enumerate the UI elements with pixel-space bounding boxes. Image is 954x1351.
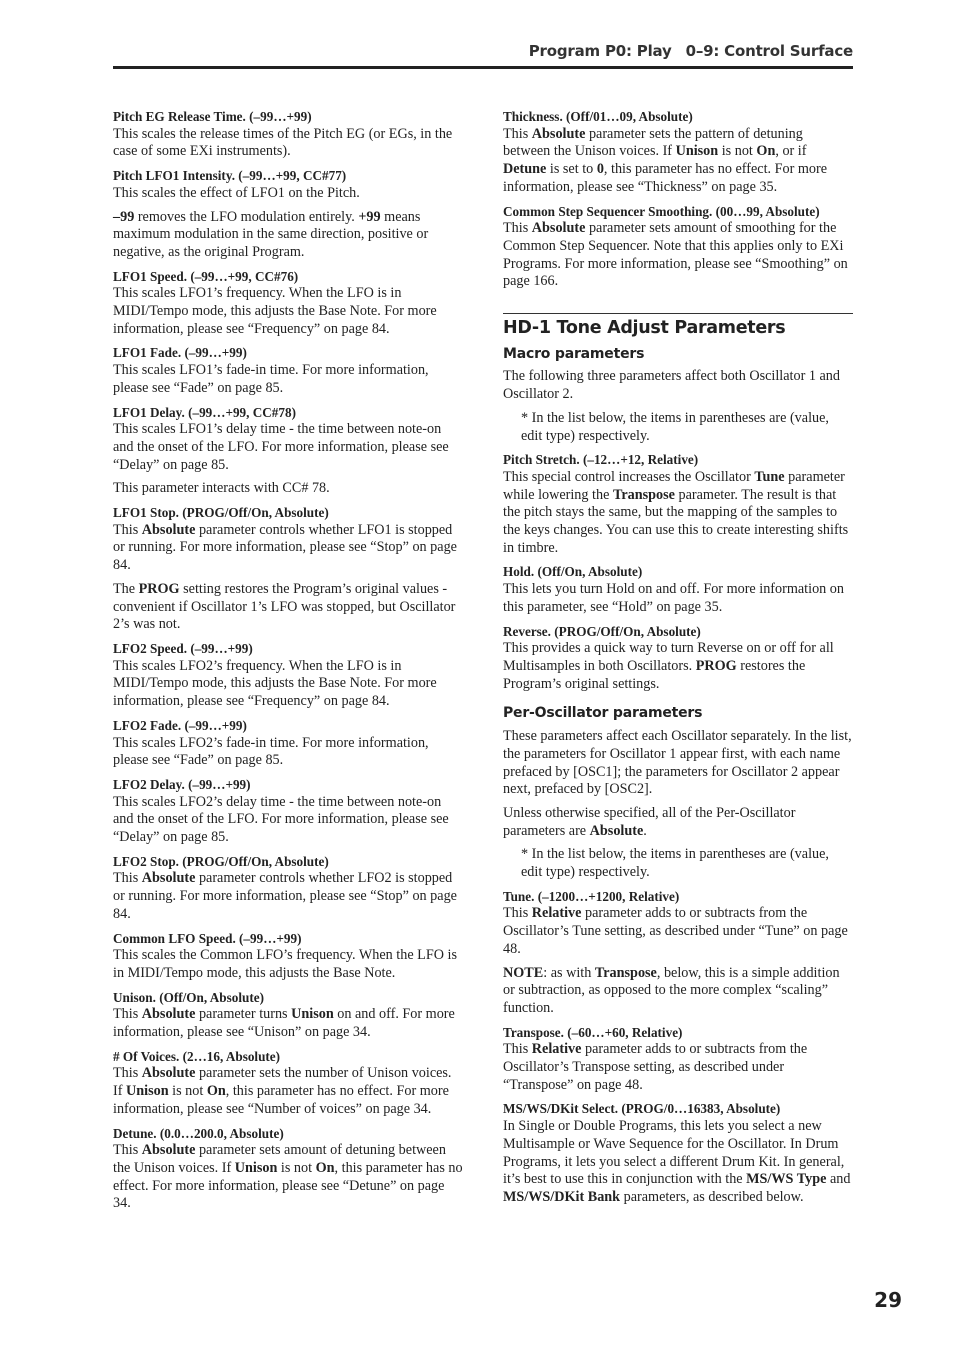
param-title: Pitch Stretch. (–12…+12, Relative) (503, 452, 699, 468)
text-run: parameters, as described below. (620, 1188, 804, 1205)
bold-term: On (315, 1159, 335, 1176)
text-run: : as with (543, 964, 595, 981)
param-title: Pitch EG Release Time. (–99…+99) (113, 109, 312, 124)
text-run: is not (718, 143, 757, 160)
param-name: Reverse (503, 623, 548, 639)
text-run: is set to (546, 161, 597, 178)
text-run: parameter sets the pattern of detuning between the Unison voices. If (503, 125, 803, 160)
param-name: Transpose (503, 1024, 561, 1040)
param-name: LFO1 Stop (113, 505, 176, 521)
param-name: LFO2 Delay (113, 776, 182, 792)
param-detune (113, 1125, 463, 1214)
tune-note (503, 965, 853, 1018)
param-desc: This scales LFO1’s fade-in time. For more information, please see “Fade” on page 85. (113, 362, 429, 396)
header-rule (113, 66, 853, 69)
param-name: Common LFO Speed (113, 930, 233, 946)
param-pitch-lfo1-intensity (113, 167, 463, 202)
param-range: (–99…+99) (190, 640, 253, 656)
param-desc: This scales the effect of LFO1 on the Pitch. (113, 184, 360, 201)
text-run: and (826, 1171, 851, 1188)
bold-term: NOTE (503, 964, 544, 981)
param-desc: This scales LFO2’s fade-in time. For more information, please see “Fade” on page 85. (113, 734, 429, 769)
param-desc: This scales the release times of the Pitch EG (or EGs, in the case of some EXi instruments). (113, 125, 453, 160)
param-lfo2-delay (113, 776, 463, 847)
param-title: LFO2 Speed. (–99…+99) (113, 640, 253, 656)
param-of-voices (113, 1048, 463, 1119)
param-range: (0.0…200.0, Absolute) (159, 1125, 284, 1141)
param-title: Detune. (0.0…200.0, Absolute) (113, 1125, 284, 1141)
macro-note: * In the list below, the items in parentheses are (value, edit type) respectively. (521, 409, 829, 444)
bold-term: MS/WS/DKit Bank (503, 1188, 621, 1205)
text-run: This (503, 1041, 532, 1058)
param-desc: This scales LFO2’s frequency. When the LFO is in MIDI/Tempo mode, this adjusts the Base Note. For more information, please see “Frequency” on page 84. (113, 657, 437, 710)
text-run: This (113, 870, 142, 887)
param-name: Pitch Stretch (503, 452, 577, 468)
bold-term: Unison (126, 1083, 169, 1100)
bold-term: Absolute (141, 870, 196, 887)
param-name: LFO2 Fade (113, 717, 178, 733)
text-run: parameter controls whether LFO1 is stopped or running. For more information, please see “Stop” on page 84. (113, 521, 457, 574)
bold-term: +99 (358, 208, 381, 225)
param-range: (–99…+99, CC#76) (190, 268, 299, 284)
macro-intro: The following three parameters affect both Oscillator 1 and Oscillator 2. (503, 368, 840, 403)
bold-term: –99 (113, 208, 135, 225)
param-range: (PROG/Off/On, Absolute) (182, 505, 329, 521)
right-column (503, 108, 853, 1213)
text-run: This (113, 521, 142, 538)
per-oscillator-intro: These parameters affect each Oscillator separately. In the list, the parameters for Oscillator 1 appear first, with each name prefaced by [OSC1]; the parameters for Oscillator 2 appear next, prefaced by [OSC2]. (503, 728, 852, 798)
param-title: Common LFO Speed. (–99…+99) (113, 930, 302, 946)
param-range: (–60…+60, Relative) (567, 1024, 683, 1040)
bold-term: Relative (531, 905, 582, 922)
param-title: MS/WS/DKit Select. (PROG/0…16383, Absolute) (503, 1101, 781, 1117)
param-range: (00…99, Absolute) (715, 203, 820, 219)
bold-term: Relative (531, 1041, 582, 1058)
param-range: (PROG/Off/On, Absolute) (554, 623, 701, 639)
text-run: , or if (775, 143, 807, 160)
text-run: on and off. For more information, please see “Unison” on page 34. (113, 1006, 455, 1041)
param-lfo1-fade (113, 344, 463, 397)
text-run: , this parameter has no effect. For more information, please see “Number of voices” on page 34. (113, 1083, 449, 1117)
param-name: Hold (503, 564, 531, 580)
param-name: LFO1 Fade (113, 345, 178, 361)
param-name: Pitch EG Release Time (113, 109, 243, 124)
bold-term: Unison (675, 143, 719, 160)
bold-term: Absolute (141, 1142, 196, 1159)
per-oscillator-intro-2 (503, 805, 853, 840)
param-pitch-stretch (503, 451, 853, 557)
param-name: Common Step Sequencer Smoothing (503, 203, 710, 219)
bold-term: 0 (596, 161, 604, 178)
param-range: (–99…+99) (239, 930, 302, 946)
param-title: Hold. (Off/On, Absolute) (503, 564, 643, 580)
text-run: This provides a quick way to turn Reverse on or off for all Multisamples in both Oscillators. (503, 640, 834, 674)
text-run: The (113, 580, 139, 597)
header-page-title: 0–9: Control Surface (685, 42, 853, 60)
param-name: MS/WS/DKit Select (503, 1101, 615, 1117)
text-run: is not (277, 1159, 316, 1176)
param-title: Thickness. (Off/01…09, Absolute) (503, 109, 693, 124)
per-oscillator-note: * In the list below, the items in parentheses are (value, edit type) respectively. (521, 846, 829, 881)
text-run: This (503, 905, 532, 922)
text-run: means maximum modulation in the same direction, positive or negative, as the original Program. (113, 208, 429, 260)
param-step-smoothing (503, 203, 853, 292)
text-run: This (113, 1065, 142, 1082)
param-reverse (503, 623, 853, 694)
param-range: (–99…+99) (184, 717, 247, 733)
text-run: This (503, 125, 532, 142)
text-run: This (113, 1142, 142, 1159)
param-name: LFO1 Delay (113, 404, 182, 420)
param-title: LFO2 Fade. (–99…+99) (113, 717, 247, 733)
param-title: # Of Voices. (2…16, Absolute) (113, 1048, 281, 1064)
text-run: setting restores the Program’s original values - convenient if Oscillator 1’s LFO was stopped, but Oscillator 2’s was not. (113, 580, 456, 633)
param-desc: This scales LFO1’s delay time - the time between note-on and the onset of the LFO. For more information, please see “Delay” on page 85. (113, 421, 449, 473)
bold-term: Unison (234, 1159, 278, 1176)
param-range: (–99…+99) (184, 345, 247, 361)
param-name: Thickness (503, 109, 560, 124)
param-title: Transpose. (–60…+60, Relative) (503, 1024, 683, 1040)
bold-term: Unison (291, 1006, 334, 1023)
running-header (113, 42, 853, 64)
param-title: Common Step Sequencer Smoothing. (00…99, Absolute) (503, 203, 820, 219)
param-name: # Of Voices (113, 1048, 177, 1064)
param-transpose (503, 1024, 853, 1095)
text-run: parameter sets amount of smoothing for the Common Step Sequencer. Note that this applies only to EXi Programs. For more information, please see “Smoothing” on page 166. (503, 220, 848, 290)
bold-term: Transpose (612, 486, 675, 503)
param-desc: This scales LFO1’s frequency. When the LFO is in MIDI/Tempo mode, this adjusts the Base Note. For more information, please see “Frequency” on page 84. (113, 285, 437, 337)
param-tune (503, 888, 853, 959)
page-number: 29 (874, 1288, 902, 1312)
param-range: (–1200…+1200, Relative) (537, 888, 680, 904)
bold-term: Absolute (141, 521, 196, 538)
param-common-lfo-speed (113, 930, 463, 983)
bold-term: On (756, 143, 776, 160)
param-lfo2-stop (113, 853, 463, 924)
text-run: . (643, 822, 647, 839)
param-range: (2…16, Absolute) (182, 1048, 281, 1064)
text-run: parameter. The result is that the pitch stays the same, but the mapping of the samples to the keys changes. You can use this to create interesting shifts in timbre. (503, 486, 849, 556)
param-title: Reverse. (PROG/Off/On, Absolute) (503, 623, 701, 639)
param-name: Detune (113, 1125, 154, 1141)
left-column (113, 108, 463, 1219)
param-title: LFO1 Speed. (–99…+99, CC#76) (113, 268, 299, 284)
param-range: (–99…+99, CC#77) (238, 168, 347, 184)
param-range: (–99…+99) (188, 776, 251, 792)
section-rule (503, 313, 853, 314)
subsection-heading-per-oscillator: Per-Oscillator parameters (503, 705, 703, 722)
bold-term: Detune (503, 161, 547, 178)
text-run: This (113, 1006, 142, 1023)
param-lfo2-fade (113, 717, 463, 770)
text-run: parameter adds to or subtracts from the Oscillator’s Tune setting, as described under “Tune” on page 48. (503, 905, 848, 957)
text-run: , below, this is a simple addition or subtraction, as opposed to the more complex “scaling” function. (503, 964, 840, 1016)
param-range: (Off/On, Absolute) (159, 989, 264, 1005)
bold-term: Absolute (141, 1006, 196, 1023)
param-lfo1-stop (113, 504, 463, 575)
param-unison (113, 989, 463, 1042)
text-run: , this parameter has no effect. For more information, please see “Detune” on page 34. (113, 1159, 463, 1212)
param-name: LFO2 Speed (113, 640, 184, 656)
param-pitch-eg-release (113, 108, 463, 161)
bold-term: PROG (138, 580, 180, 597)
param-range: (Off/On, Absolute) (537, 564, 643, 580)
param-range: (Off/01…09, Absolute) (566, 109, 693, 124)
param-title: LFO1 Delay. (–99…+99, CC#78) (113, 404, 296, 420)
bold-term: Transpose (594, 964, 657, 981)
param-range: (–99…+99) (249, 109, 312, 124)
param-thickness (503, 108, 853, 197)
text-run: parameter adds to or subtracts from the Oscillator’s Transpose setting, as described under “Transpose” on page 48. (503, 1041, 808, 1093)
param-title: Pitch LFO1 Intensity. (–99…+99, CC#77) (113, 168, 347, 184)
param-name: Tune (503, 888, 532, 904)
bold-term: On (206, 1083, 226, 1100)
text-run: This (503, 220, 532, 237)
text-run: parameter controls whether LFO2 is stopped or running. For more information, please see “Stop” on page 84. (113, 870, 457, 922)
text-run: This special control increases the Oscillator (503, 468, 755, 485)
param-name: LFO2 Stop (113, 853, 176, 869)
text-run: Unless otherwise specified, all of the Per-Oscillator parameters are (503, 804, 796, 839)
text-run: parameter sets the number of Unison voices. If (113, 1065, 452, 1100)
subsection-heading-macro: Macro parameters (503, 345, 645, 362)
param-title: LFO2 Delay. (–99…+99) (113, 776, 251, 792)
param-desc: This scales the Common LFO’s frequency. When the LFO is in MIDI/Tempo mode, this adjusts the Base Note. (113, 947, 457, 981)
param-hold (503, 563, 853, 616)
text-run: parameter sets amount of detuning between the Unison voices. If (113, 1142, 446, 1176)
section-title: HD-1 Tone Adjust Parameters (503, 318, 786, 339)
text-run: restores the Program’s original settings. (503, 657, 806, 692)
param-name: LFO1 Speed (113, 268, 184, 284)
param-extra: This parameter interacts with CC# 78. (113, 480, 330, 497)
text-run: , this parameter has no effect. For more information, please see “Thickness” on page 35. (503, 161, 828, 195)
param-lfo2-speed (113, 640, 463, 711)
bold-term: PROG (695, 657, 737, 674)
param-name: Pitch LFO1 Intensity (113, 168, 232, 184)
param-title: Unison. (Off/On, Absolute) (113, 989, 264, 1005)
param-ms-ws-dkit-select (503, 1100, 853, 1206)
param-title: Tune. (–1200…+1200, Relative) (503, 888, 680, 904)
param-range: (PROG/0…16383, Absolute) (621, 1101, 781, 1117)
param-range: (–12…+12, Relative) (582, 452, 699, 468)
text-run: is not (168, 1083, 207, 1100)
bold-term: MS/WS Type (746, 1171, 827, 1188)
header-section: Program P0: Play (528, 42, 672, 60)
text-run: removes the LFO modulation entirely. (134, 208, 359, 225)
bold-term: Absolute (531, 125, 586, 142)
bold-term: Tune (754, 468, 785, 485)
param-name: Unison (113, 989, 153, 1005)
text-run: In Single or Double Programs, this lets you select a new Multisample or Wave Sequence for the Oscillator. In Drum Programs, it lets you select a different Drum Kit. In general, it’s best to use this in conjunction with the (503, 1118, 845, 1188)
param-lfo1-delay (113, 404, 463, 475)
bold-term: Absolute (141, 1065, 196, 1082)
bold-term: Absolute (531, 220, 586, 237)
text-run: parameter while lowering the (503, 468, 845, 503)
param-desc: This lets you turn Hold on and off. For more information on this parameter, see “Hold” on page 35. (503, 581, 844, 615)
param-range: (–99…+99, CC#78) (188, 404, 296, 420)
text-run: parameter turns (195, 1006, 292, 1023)
param-range: (PROG/Off/On, Absolute) (182, 853, 329, 869)
param-title: LFO1 Fade. (–99…+99) (113, 345, 247, 361)
param-extra (113, 581, 463, 634)
param-extra (113, 209, 463, 262)
param-title: LFO1 Stop. (PROG/Off/On, Absolute) (113, 505, 329, 521)
param-title: LFO2 Stop. (PROG/Off/On, Absolute) (113, 853, 329, 869)
param-lfo1-speed (113, 268, 463, 339)
bold-term: Absolute (589, 822, 644, 839)
param-desc: This scales LFO2’s delay time - the time between note-on and the onset of the LFO. For more information, please see “Delay” on page 85. (113, 793, 449, 846)
